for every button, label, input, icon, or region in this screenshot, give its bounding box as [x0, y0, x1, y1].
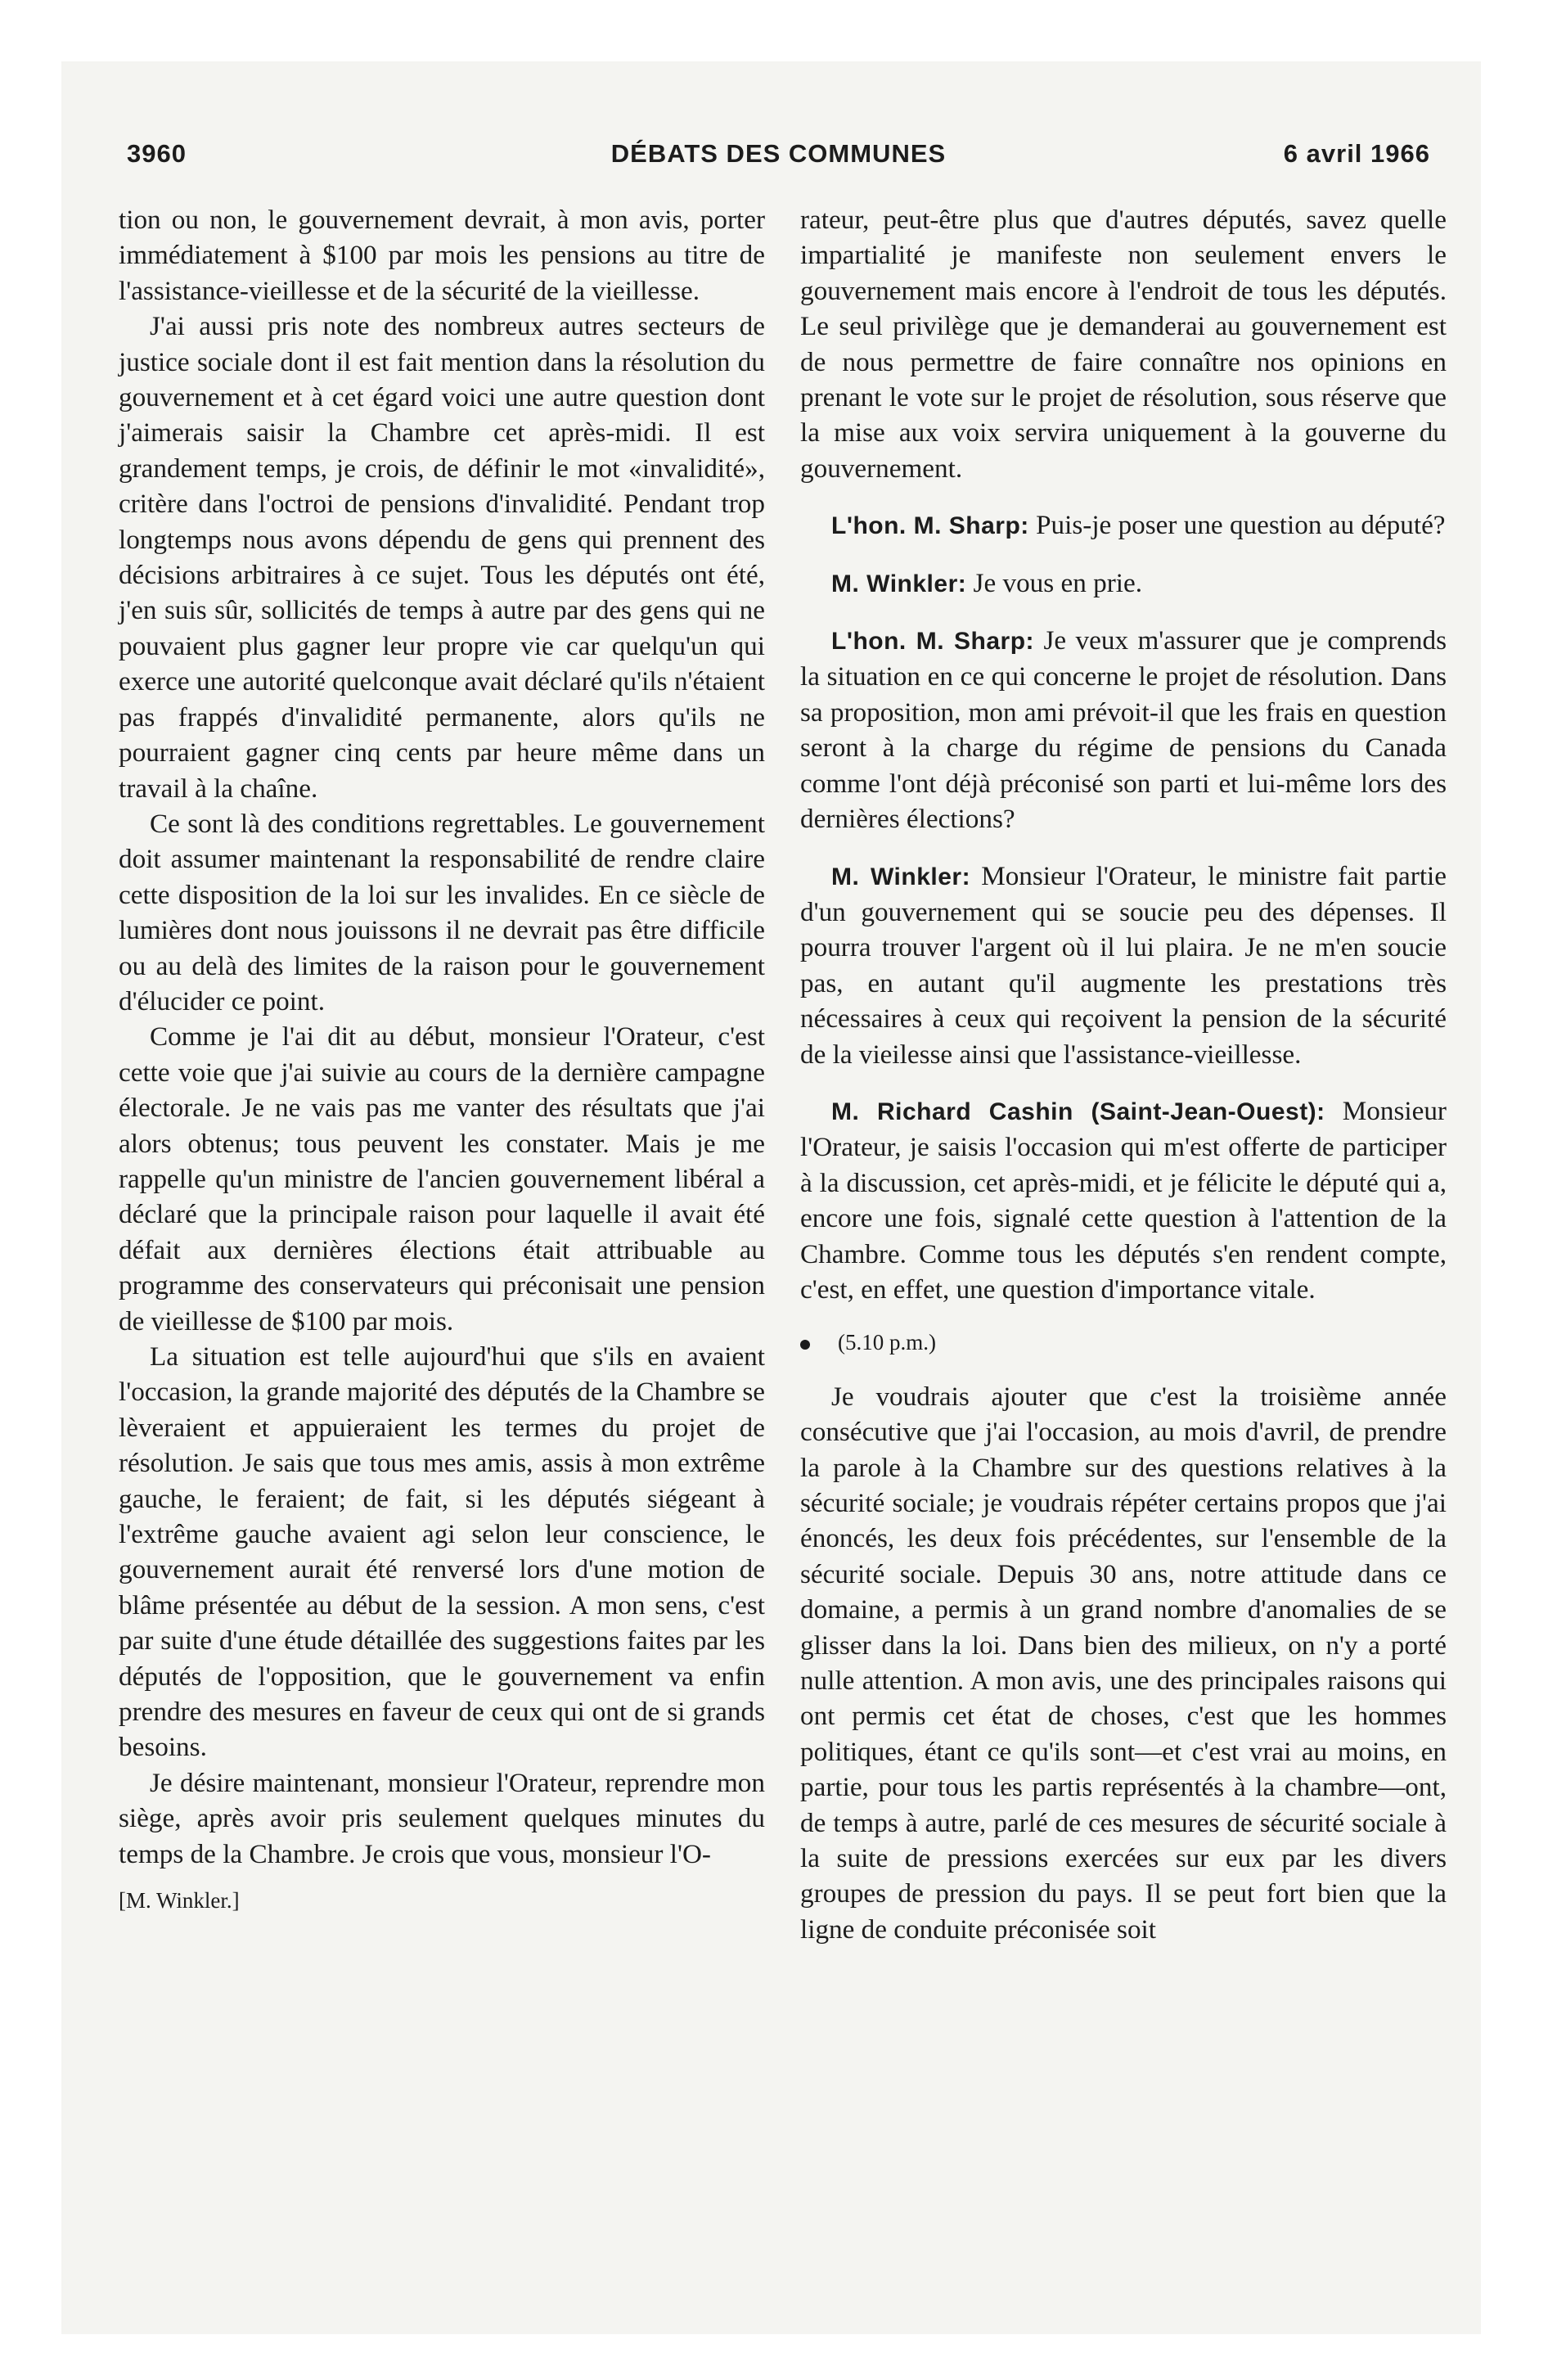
paragraph: Je voudrais ajouter que c'est la troisième année consécutive que j'ai l'occasion, au mois d'avril, de prendre la parole à la Chambre sur des questions relatives à la sécurité sociale; je voudrais répéter certains propos que j'ai énoncés, les deux fois précédentes, sur l'ensemble de la sécurité sociale. Depuis 30 ans, notre attitude dans ce domaine, a permis à un grand nombre d'anomalies de se glisser dans la loi. Dans bien des milieux, on n'y a porté nulle attention. A mon avis, une des principales raisons qui ont permis cet état de choses, c'est que les hommes politiques, étant ce qu'ils sont—et c'est vrai au moins, en partie, pour tous les partis représentés à la chambre—ont, de temps à autre, parlé de ces mesures de sécurité sociale à la suite de pressions exercées sur eux par les divers groupes de pression du pays. Il se peut fort bien que la ligne de conduite préconisée soit: [800, 1381, 1447, 1945]
page: [61, 61, 1481, 2334]
speech-paragraph: [800, 859, 1447, 1072]
speech-text: Puis-je poser une question au député?: [1028, 510, 1446, 541]
speech-text: Monsieur l'Orateur, le ministre fait partie d'un gouvernement qui se soucie peu des dépenses. Il pourra trouver l'argent où il lui plaira. Je ne m'en soucie pas, en autant qu'il augmente les prestations très nécessaires à ceux qui reçoivent la pension de la sécurité de la vieilesse ainsi que l'assistance-vieillesse.: [800, 860, 1447, 1070]
paragraph: La situation est telle aujourd'hui que s'ils en avaient l'occasion, la grande majorité des députés de la Chambre se lèveraient et appuieraient les termes du projet de résolution. Je sais que tous mes amis, assis à mon extrême gauche, le feraient; de fait, si les députés siégeant à l'extrême gauche avaient agi selon leur conscience, le gouvernement aurait été renversé lors d'une motion de blâme présentée au début de la session. A mon sens, c'est par suite d'une étude détaillée des suggestions faites par les députés de l'opposition, que le gouvernement va enfin prendre des mesures en faveur de ceux qui ont de si grands besoins.: [119, 1341, 765, 1763]
paragraph: J'ai aussi pris note des nombreux autres secteurs de justice sociale dont il est fait mention dans la résolution du gouvernement et à cet égard voici une autre question dont j'aimerais saisir la Chambre cet après-midi. Il est grandement temps, je crois, de définir le mot «invalidité», critère dans l'octroi de pensions d'invalidité. Pendant trop longtemps nous avons dépendu de gens qui prennent des décisions arbitraires à ce sujet. Tous les députés ont été, j'en suis sûr, sollicités de temps à autre par des gens qui ne pouvaient plus gagner leur propre vie car quelqu'un qui exerce une autorité quelconque avait déclaré qu'ils n'étaient pas frappés d'invalidité permanente, alors qu'ils ne pourraient gagner cinq cents par heure même dans un travail à la chaîne.: [119, 311, 765, 804]
paragraph: Comme je l'ai dit au début, monsieur l'Orateur, c'est cette voie que j'ai suivie au cours de la dernière campagne électorale. Je ne vais pas me vanter des résultats que j'ai alors obtenus; tous peuvent les constater. Mais je me rappelle qu'un ministre de l'ancien gouvernement libéral a déclaré que la principale raison pour laquelle il avait été défait aux dernières élections était attribuable au programme des conservateurs qui préconisait une pension de vieillesse de $100 par mois.: [119, 1021, 765, 1336]
paragraph: Je désire maintenant, monsieur l'Orateur, reprendre mon siège, après avoir pris seulement quelques minutes du temps de la Chambre. Je crois que vous, monsieur l'O-: [119, 1767, 765, 1869]
speech-text: Je vous en prie.: [966, 567, 1142, 598]
bullet-icon: [800, 1340, 810, 1350]
paragraph: Ce sont là des conditions regrettables. Le gouvernement doit assumer maintenant la responsabilité de rendre claire cette disposition de la loi sur les invalides. En ce siècle de lumières dont nous jouissons il ne devrait pas être difficile ou au delà des limites de la raison pour le gouvernement d'élucider ce point.: [119, 808, 765, 1016]
speech-paragraph: [800, 507, 1447, 543]
page-number: 3960: [127, 139, 187, 168]
paragraph: rateur, peut-être plus que d'autres députés, savez quelle impartialité je manifeste non seulement envers le gouvernement mais encore à l'endroit de tous les députés. Le seul privilège que je demanderai au gouvernement est de nous permettre de faire connaître nos opinions en prenant le vote sur le projet de résolution, sous réserve que la mise aux voix servira uniquement à la gouverne du gouvernement.: [800, 205, 1447, 484]
speech-paragraph: [800, 566, 1447, 602]
right-column: [800, 202, 1447, 1947]
left-column: [119, 202, 765, 1919]
speaker-name: M. Winkler:: [831, 570, 967, 597]
time-text: (5.10 p.m.): [838, 1330, 936, 1355]
speaker-name: L'hon. M. Sharp:: [831, 512, 1029, 540]
speaker-attribution: [M. Winkler.]: [119, 1888, 240, 1913]
page-date: 6 avril 1966: [1283, 139, 1430, 168]
time-marker: [800, 1325, 1447, 1360]
page-title: DÉBATS DES COMMUNES: [610, 139, 947, 168]
speech-paragraph: [800, 1093, 1447, 1307]
speech-paragraph: [800, 623, 1447, 836]
speech-text: Je veux m'assurer que je comprends la situation en ce qui concerne le projet de résolution. Dans sa proposition, mon ami prévoit-il que les frais en question seront à la charge du régime de pensions du Canada comme l'ont déjà préconisé son parti et lui-même lors des dernières élections?: [800, 625, 1447, 835]
speech-text: Monsieur l'Orateur, je saisis l'occasion qui m'est offerte de participer à la discussion, cet après-midi, et je félicite le député qui a, encore une fois, signalé cette question à l'attention de la Chambre. Comme tous les députés s'en rendent compte, c'est, en effet, une question d'importance vitale.: [800, 1095, 1447, 1305]
paragraph: tion ou non, le gouvernement devrait, à mon avis, porter immédiatement à $100 par mois les pensions au titre de l'assistance-vieillesse et de la sécurité de la vieillesse.: [119, 205, 765, 306]
page-header: [127, 139, 1430, 180]
speaker-name: M. Richard Cashin (Saint-Jean-Ouest):: [831, 1098, 1325, 1125]
speaker-name: L'hon. M. Sharp:: [831, 628, 1035, 656]
speaker-name: M. Winkler:: [831, 863, 971, 890]
